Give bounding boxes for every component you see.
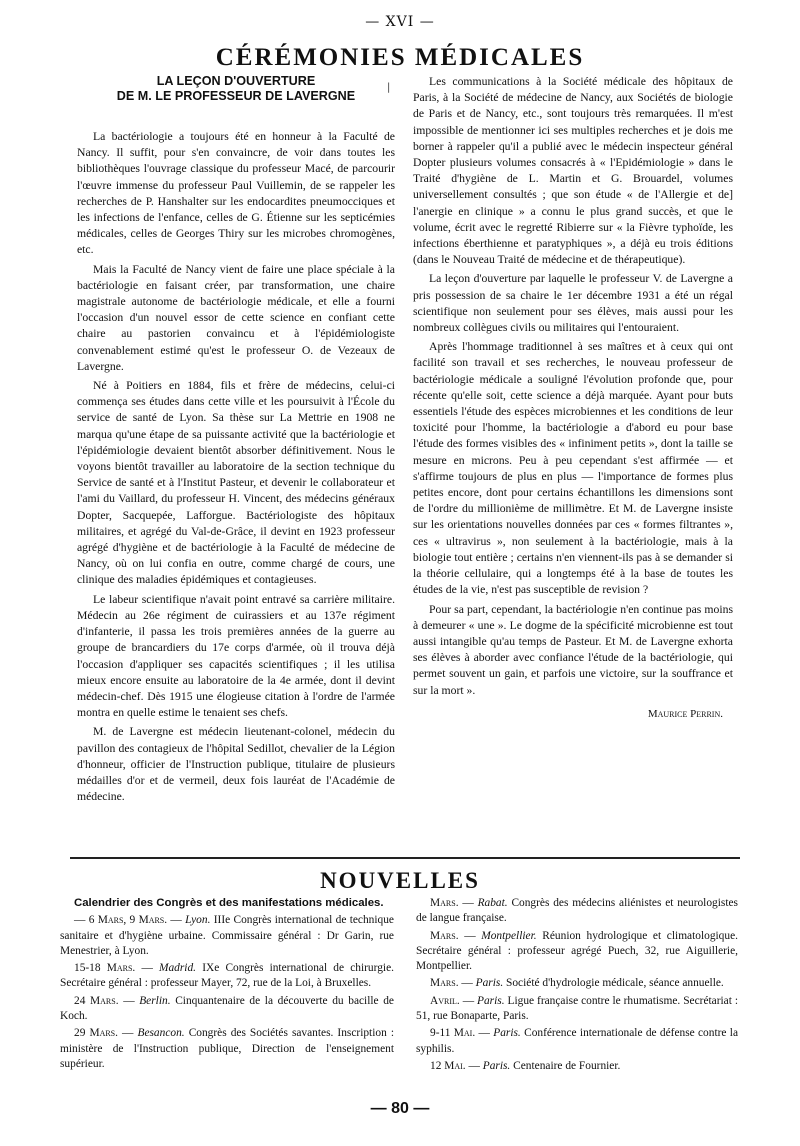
article-paragraph: Pour sa part, cependant, la bactériologie n'en continue pas moins à demeurer « une ». Le dogme de la spécificité microbienne est tout aussi intangible qu'au temps de Pasteur. Et M. de Lavergne exhorta ses élèves à aborder avec confiance l'étude de la bactériologie, qui permet souvent un gain, et parfois une victoire, sur la souffrance et sur la mort ». [413,602,733,697]
article-paragraph: Après l'hommage traditionnel à ses maîtres et à ceux qui ont facilité son travail et ses recherches, le nouveau professeur de bactériologie médicale a souligné l'évolution profonde que, pour récente qu'elle soit, cette science a déjà marquée. Ayant pour buts essentiels l'étude des espèces microbiennes et les conditions de leur toxicité pour l'homme, la bactériologie a d'abord eu pour base l'étude des formes visibles des « infiniment petits », dont la taille se mesure en microns. Peu à peu cependant s'est affirmée — et s'affirme toujours de plus en plus — l'importance de formes plus petites encore, dont pour certains échantillons les dimensions sont de l'ordre du millionième de millimètre. Et M. de Lavergne insiste sur les orientations nouvelles données par ces « formes filtrantes », ces « ultravirus », non seulement à la bactériologie, mais à la biologie tout entière ; certains n'en viennent-ils pas à se demander si la théorie cellulaire, qui a longtemps été à la base de toutes les études de la vie, n'est pas susceptible de revision ? [413,340,733,597]
page-roman-numeral: — XVI — [365,14,435,30]
article-right-column [413,74,733,722]
news-left-list [60,913,394,1072]
news-item-date: 15-18 Mars. [74,962,136,975]
article-paragraph: Le labeur scientifique n'avait point entravé sa carrière militaire. Médecin au 26e régiment de cuirassiers et au 137e régiment d'infanterie, il passa les trois premières années de la guerre au groupe de brancardiers du 17e corps d'armée, où il trouva déjà l'occasion d'appliquer ses capacités scientifiques ; il les utilisa mieux encore ensuite au laboratoire de la 4e armée, dont il devint médecin-chef. Dès 1915 une élogieuse citation à l'ordre de l'armée montra en quelle estime le tenaient ses chefs. [77,592,395,720]
news-item: 29 Mars. — Besancon. Congrès des Sociétés savantes. Inscription : ministère de l'Instruction publique, Direction de l'enseignement supérieur. [60,1027,394,1070]
news-item: 24 Mars. — Berlin. Cinquantenaire de la découverte du bacille de Koch. [60,994,394,1023]
news-item: 12 Mai. — Paris. Centenaire de Fournier. [430,1059,621,1072]
news-item-text: Réunion hydrologique et climatologique. Secrétaire général : professeur agrégé Puech, 32, rue Aiguillerie, Montpellier. [416,929,738,973]
news-item-place: Madrid. [159,962,197,975]
section-title: CÉRÉMONIES MÉDICALES [215,44,585,71]
news-item-place: Berlin. [139,994,171,1007]
article-heading-line1: LA LEÇON D'OUVERTURE [156,74,316,88]
article-heading-line2: DE M. LE PROFESSEUR DE LAVERGNE [116,89,356,103]
news-right-list [416,896,738,1074]
news-item-text: Centenaire de Fournier. [513,1059,621,1072]
news-item-date: Mars. [430,929,459,942]
news-item-place: Rabat. [477,897,508,909]
section-divider [70,857,740,859]
news-item: Mars. — Paris. Société d'hydrologie médicale, séance annuelle. [430,977,724,990]
news-item: Avril. — Paris. Ligue française contre le rhumatisme. Secrétariat : 51, rue Bonaparte, Paris. [416,994,738,1023]
news-item-text: Congrès des médecins aliénistes et neurologistes de langue française. [416,897,738,925]
article-left-column [77,74,395,808]
article-paragraph: La leçon d'ouverture par laquelle le professeur V. de Lavergne a pris possession de sa chaire le 1er décembre 1931 a été un régal scientifique non seulement pour ses élèves, mais aussi pour les nombreux collègues civils ou militaires qui l'entouraient. [413,272,733,335]
news-item-text: Conférence internationale de défense contre la syphilis. [416,1027,738,1055]
news-item-date: Mars. [430,977,459,990]
news-item-date: 24 Mars. [74,994,119,1007]
news-item-place: Paris. [475,977,504,990]
news-item-place: Paris. [493,1027,521,1040]
news-item: — 6 Mars, 9 Mars. — Lyon. IIIe Congrès international de technique sanitaire et d'hygiène urbaine. Commissaire général : Dr Garin, rue Menestrier, à Lyon. [60,914,394,957]
article-heading [77,74,395,104]
news-item-text: Cinquantenaire de la découverte du bacille de Koch. [60,994,394,1023]
news-item: 9-11 Mai. — Paris. Conférence internationale de défense contre la syphilis. [416,1027,738,1055]
news-item-date: — 6 Mars, 9 Mars. [74,914,168,927]
article-paragraph: Les communications à la Société médicale des hôpitaux de Paris, à la Société de médecine de Nancy, aux Sociétés de biologie de Paris et de Nancy, etc., sont toujours très remarquées. Il m'est impossible de mentionner ici ses multiples recherches et je dois me borner à rappeler qu'il a publié avec le médecin inspecteur général Dopter plusieurs volumes consacrés à « l'Epidémiologie » dans le Traité d'hygiène de L. Martin et G. Brouardel, volumes universellement consultés ; que son étude « de l'Allergie et de] l'anergie en clinique » a connu le plus grand succès, et que le volume, écrit avec le regretté Ribierre sur « la Fièvre typhoïde, les infections éberthienne et paratyphiques », a déjà eu trois éditions (dans le Nouveau Traité de médecine et de thérapeutique). [413,75,733,267]
news-item-text: Congrès des Sociétés savantes. Inscription : ministère de l'Instruction publique, Direction de l'enseignement supérieur. [60,1027,394,1070]
news-item-text: IIIe Congrès international de technique sanitaire et d'hygiène urbaine. Commissaire général : Dr Garin, rue Menestrier, à Lyon. [60,914,394,957]
news-item: 15-18 Mars. — Madrid. IXe Congrès international de chirurgie. Secrétaire général : professeur Mayer, 72, rue de la Loi, à Bruxelles. [60,962,394,990]
news-item-date: 29 Mars. [74,1027,118,1040]
news-item: Mars. — Montpellier. Réunion hydrologique et climatologique. Secrétaire général : professeur agrégé Puech, 32, rue Aiguillerie, Montpellier. [416,929,738,973]
news-item-text: IXe Congrès international de chirurgie. Secrétaire général : professeur Mayer, 72, rue de la Loi, à Bruxelles. [60,962,394,990]
column-divider-mark: | [387,82,391,93]
news-item-date: 9-11 Mai. [430,1027,476,1040]
article-paragraph: Né à Poitiers en 1884, fils et frère de médecins, celui-ci commença ses études dans cette ville et les poursuivit à l'École du service de santé de Lyon. Sa thèse sur La Mettrie en 1908 ne marqua qu'une étape de sa puissante activité que la bactériologie et l'épidémiologie devaient bientôt absorber définitivement. Nous le voyons bientôt travailler au laboratoire de la section technique du Service de santé et à l'Institut Pasteur, et devenir le collaborateur et l'ami du Vaillard, du professeur H. Vincent, des médecins généraux Dopter, Sacquepée, Lafforgue. Bactériologiste des hôpitaux militaires, et agrégé du Val-de-Grâce, il devint en 1923 professeur agrégé d'hygiène et de bactériologie à la Faculté de médecine de Nancy, où on lui confia en outre, comme chargé de cours, une clinique des maladies épidémiques et contagieuses. [77,379,395,587]
news-item-place: Paris. [482,1059,511,1072]
news-item-date: Avril. [430,994,460,1007]
news-item-text: Société d'hydrologie médicale, séance annuelle. [506,977,724,990]
calendar-heading: Calendrier des Congrès et des manifestations médicales. [74,897,384,909]
news-item-text: Ligue française contre le rhumatisme. Secrétariat : 51, rue Bonaparte, Paris. [416,994,738,1023]
news-left-column [60,896,394,1074]
article-paragraph: La bactériologie a toujours été en honneur à la Faculté de Nancy. Il suffit, pour s'en convaincre, de voir dans toutes les bibliothèques l'ouvrage classique du professeur Macé, de parcourir l'œuvre immense du professeur Paul Vuillemin, de se rappeler les recherches de P. Hanshalter sur les endocardites pneumocciques et les infections de l'enfance, celles de G. Étienne sur les septicémies médicales, celles de Georges Thiry sur les microbes chromogènes, etc. [77,130,395,257]
news-item-place: Paris. [477,994,505,1007]
news-item-place: Montpellier. [481,929,537,942]
news-right-column [416,896,738,1076]
news-item: Mars. — Rabat. Congrès des médecins aliénistes et neurologistes de langue française. [416,897,738,925]
article-paragraph: Mais la Faculté de Nancy vient de faire une place spéciale à la bactériologie en faisant créer, par transformation, une chaire magistrale autonome de bactériologie médicale, et elle a fourni l'occasion d'un nouvel essor de cette science en confiant cette chaire au pastorien convaincu et à l'épidémiologiste convenablement estimé qu'est le professeur O. de Vezeaux de Lavergne. [77,262,395,373]
news-title: NOUVELLES [320,868,480,893]
news-item-place: Lyon. [185,914,211,927]
news-item-date: 12 Mai. [430,1059,466,1072]
article-paragraph: M. de Lavergne est médecin lieutenant-colonel, médecin du pavillon des contagieux de l'hôpital Sedillot, chevalier de la Légion d'honneur, officier de l'Instruction publique, titulaire de plusieurs médailles d'or et de vermeil, deux fois lauréat de l'Académie de médecine. [77,725,395,804]
page-number: — 80 — [370,1100,430,1117]
article-signature: Maurice Perrin. [647,707,723,720]
news-item-date: Mars. [430,897,459,909]
news-item-place: Besancon. [137,1027,185,1040]
